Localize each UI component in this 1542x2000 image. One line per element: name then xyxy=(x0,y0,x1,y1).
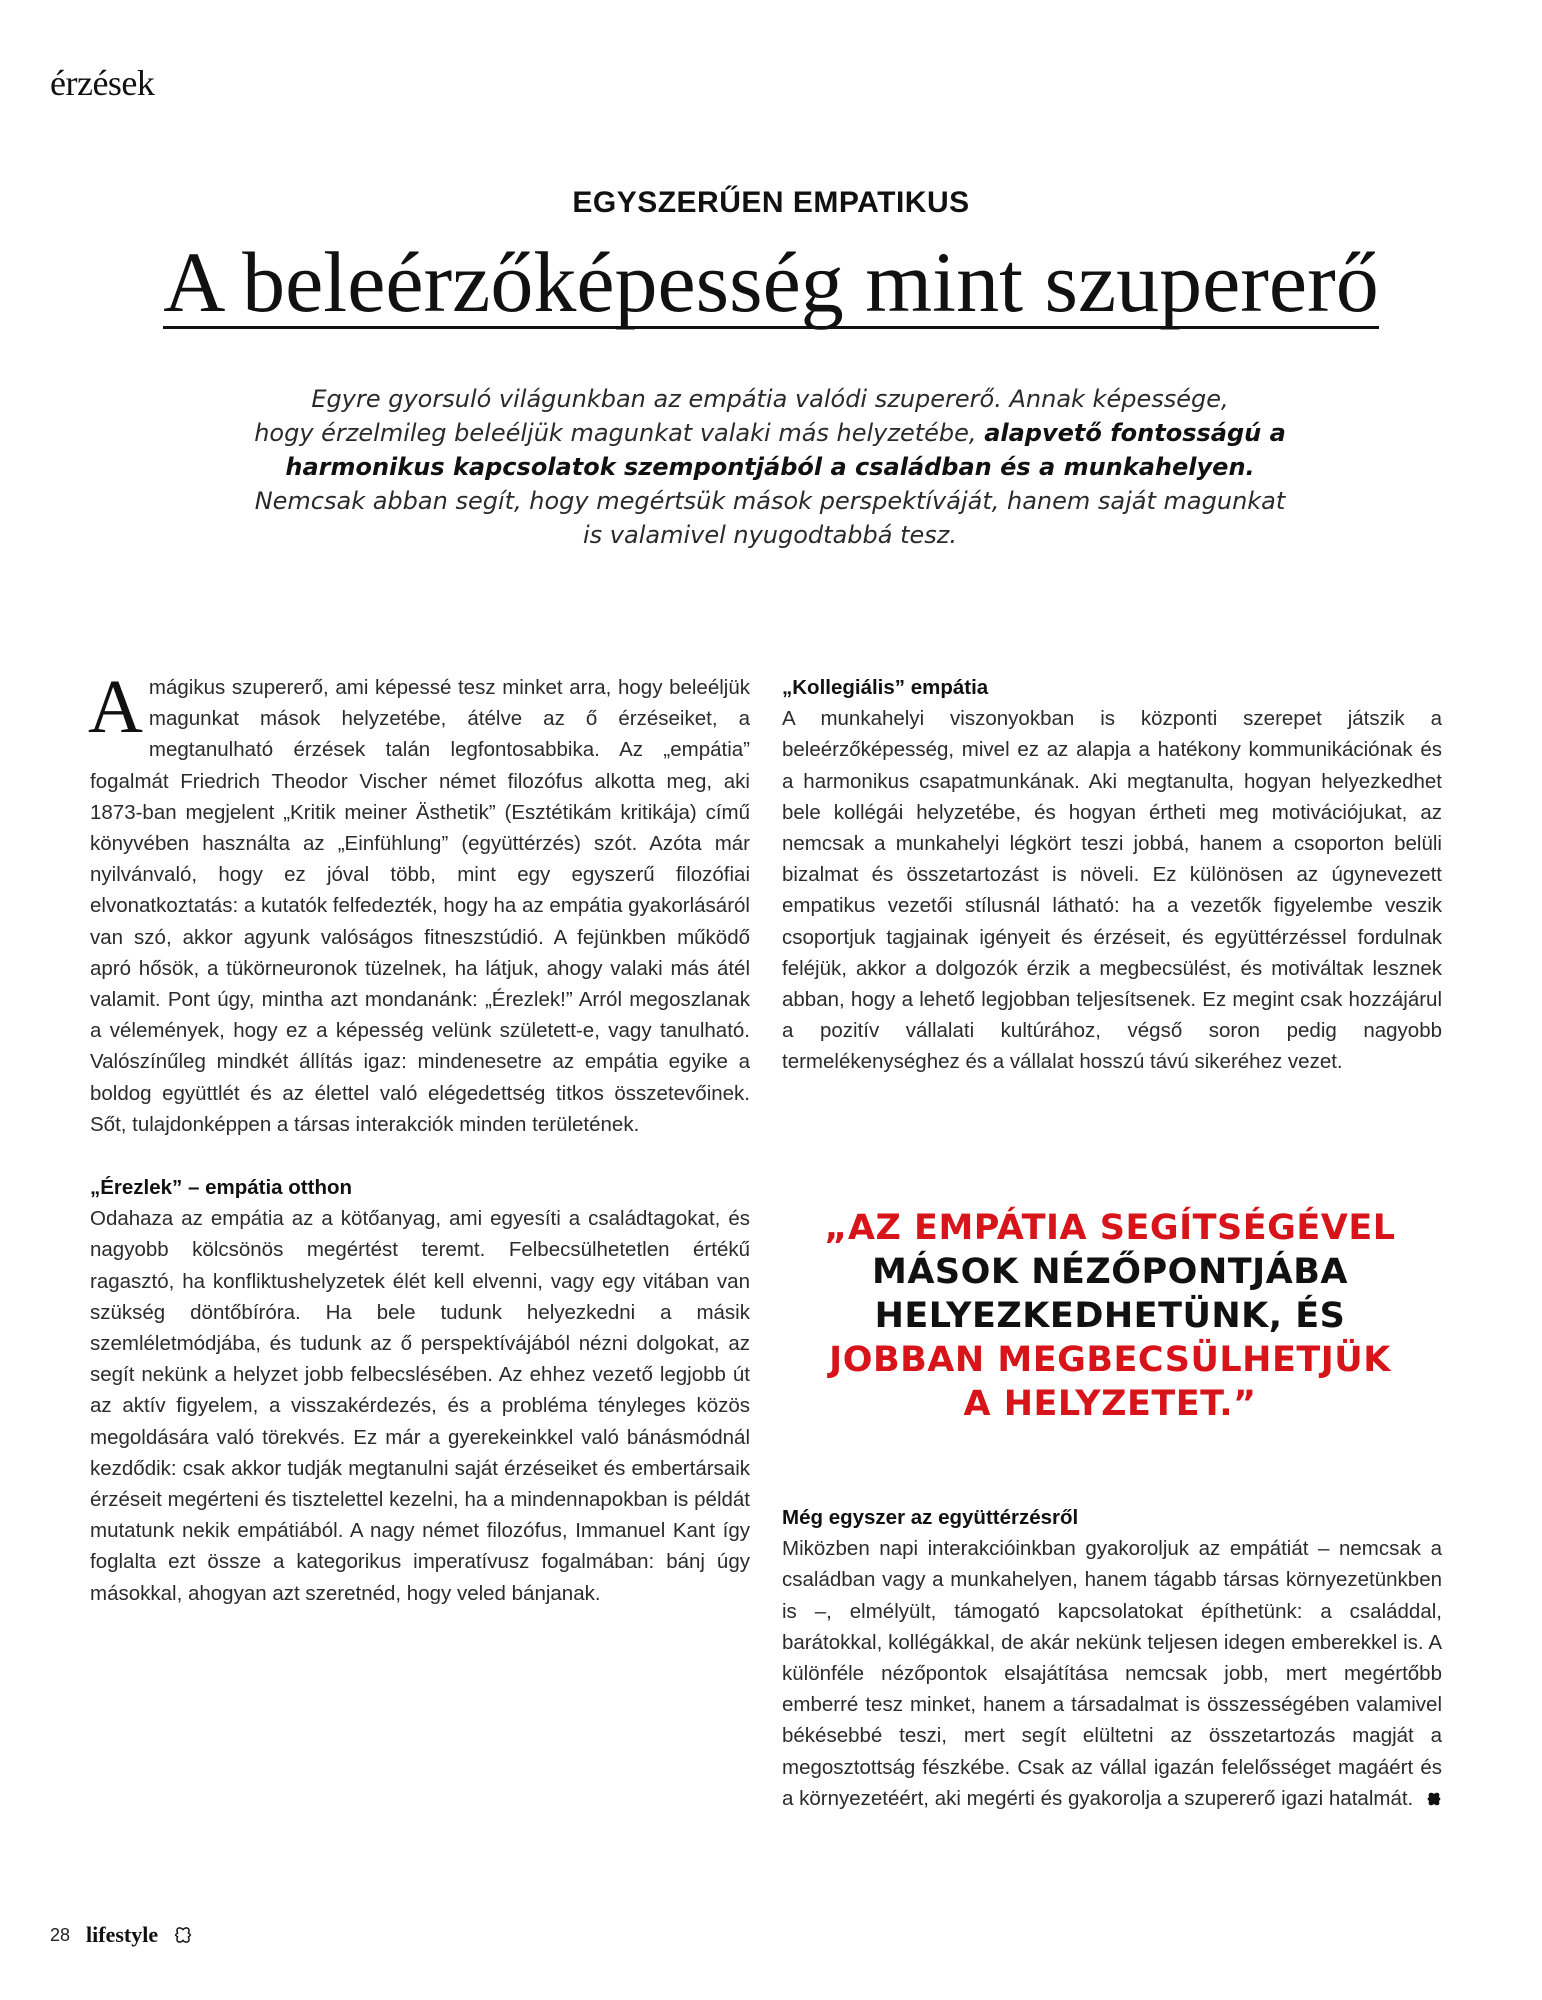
section-body-empathy xyxy=(782,1533,1442,1814)
pull-quote-line: „AZ EMPÁTIA SEGÍTSÉGÉVEL xyxy=(824,1208,1396,1248)
lead-line: Egyre gyorsuló világunkban az empátia valódi szupererő. Annak képessége, xyxy=(311,385,1229,413)
right-column-top xyxy=(782,672,1442,1078)
section-heading-empathy: Még egyszer az együttérzésről xyxy=(782,1506,1079,1529)
pull-quote-line: A HELYZETET.” xyxy=(963,1384,1257,1424)
lead-line: Nemcsak abban segít, hogy megértsük mások perspektíváját, hanem saját magunkat xyxy=(254,487,1286,515)
headline-text: A beleérzőképesség mint szupererő xyxy=(163,234,1379,330)
article-lead xyxy=(190,382,1350,552)
article-kicker: EGYSZERŰEN EMPATIKUS xyxy=(572,186,970,219)
lead-line: is valamivel nyugodtabbá tesz. xyxy=(582,521,957,549)
section-body-home: Odahaza az empátia az a kötőanyag, ami egyesíti a családtagokat, és nagyobb kölcsönös megértést teremt. Felbecsülhetetlen értékű ragasztó, ha konfliktushelyzetek élét kell elvenni, vagy egy vitában van szükség döntőbíróra. Ha bele tudunk helyezkedni a másik szemléletmódjába, és tudunk az ő perspektívájából nézni dolgokat, az segít nekünk a helyzet jobb felbecslésében. Az ehhez vezető legjobb út az aktív figyelem, a visszakérdezés, és a probléma tényleges közös megoldására való törekvés. Ez már a gyerekeinkkel való bánásmódnál kezdődik: csak akkor tudják megtanulni saját érzéseiket és embertársaik érzéseit megérteni és tisztelettel kezelni, ha a mindennapokban is példát mutatunk nekik empátiából. A nagy német filozófus, Immanuel Kant így foglalta ezt össze a kategorikus imperatívusz fogalmában: bánj úgy másokkal, ahogyan azt szeretnéd, hogy veled bánjanak. xyxy=(90,1207,750,1605)
intro-text: mágikus szupererő, ami képessé tesz minket arra, hogy beleéljük magunkat mások helyzetébe, átélve az ő érzéseiket, a megtanulható érzések talán legfontosabbika. Az „empátia” fogalmát Friedrich Theodor Vischer német filozófus alkotta meg, aki 1873-ban megjelent „Kritik meiner Ästhetik” (Esztétikám kritikája) című könyvében használta az „Einfühlung” (együttérzés) szót. Azóta már nyilvánvaló, hogy ez jóval több, mint egy egyszerű filozófiai elvonatkoztatás: a kutatók felfedezték, hogy ha az empátia gyakorlásáról van szó, akkor agyunk valóságos fitneszstúdió. A fejünkben működő apró hősök, a tükörneuronok tüzelnek, ha látjuk, ahogy valaki más átél valamit. Pont úgy, mintha azt mondanánk: „Érezlek!” Arról megoszlanak a vélemények, hogy ez a képesség velünk született-e, vagy tanulható. Valószínűleg mindkét állítás igaz: mindenesetre az empátia egyike a boldog együttlét és az élettel való elégedettség titkos összetevőinek. Sőt, tulajdonképpen a társas interakciók minden területének. xyxy=(90,676,750,1136)
end-mark-icon xyxy=(1427,1792,1441,1806)
intro-paragraph xyxy=(88,665,750,1140)
pull-quote-line: MÁSOK NÉZŐPONTJÁBA xyxy=(872,1252,1348,1292)
drop-cap: A xyxy=(88,665,143,749)
section-body-text: Miközben napi interakcióinkban gyakoroljuk az empátiát – nemcsak a családban vagy a munkahelyen, hanem tágabb társas környezetünkben is –, elmélyült, támogató kapcsolatokat építhetünk: a családdal, barátokkal, kollégákkal, de akár nekünk teljesen idegen emberekkel is. A különféle nézőpontok elsajátítása nemcsak jobb, mert megértőbb emberré tesz minket, hanem a társadalmat is összességében valamivel békésebbé teszi, mert segít elültetni az összetartozás magját a megosztottság fészkébe. Csak az vállal igazán felelősséget magáért és a környezetéért, aki megérti és gyakorolja a szupererő igazi hatalmát. xyxy=(782,1537,1442,1810)
lead-bold-text: alapvető fontosságú a xyxy=(984,419,1286,447)
magazine-brand: lifestyle xyxy=(86,1922,159,1947)
pull-quote-line: JOBBAN MEGBECSÜLHETJÜK xyxy=(829,1340,1391,1380)
article-headline xyxy=(0,232,1542,332)
left-column xyxy=(88,665,750,1609)
pull-quote-line: HELYEZKEDHETÜNK, ÉS xyxy=(874,1296,1346,1336)
right-column-bottom xyxy=(782,1502,1442,1814)
four-petal-outline-icon xyxy=(174,1926,192,1944)
lead-text: hogy érzelmileg beleéljük magunkat valaki más helyzetébe, xyxy=(254,419,985,447)
section-heading-work: „Kollegiális” empátia xyxy=(782,676,989,699)
lead-line xyxy=(190,450,1350,484)
pull-quote xyxy=(780,1206,1440,1426)
section-body-work: A munkahelyi viszonyokban is központi szerepet játszik a beleérzőképesség, mivel ez az alapja a hatékony kommunikációnak és a harmonikus csapatmunkának. Aki megtanulta, hogyan helyezkedhet bele kollégái helyzetébe, és hogyan értheti meg motivációjukat, az nemcsak a munkahelyi légkört teszi jobbá, hanem a csoporton belüli bizalmat és összetartozást is növeli. Ez különösen az úgynevezett empatikus vezetői stílusnál látható: ha a vezetők figyelembe veszik csoportjuk tagjainak igényeit és érzéseit, és együttérzéssel fordulnak feléjük, akkor a dolgozók érzik a megbecsülést, és motiváltak lesznek abban, hogy a lehető legjobban teljesítsenek. Ez megint csak hozzájárul a pozitív vállalati kultúrához, végső soron pedig nagyobb termelékenységhez és a vállalat hosszú távú sikeréhez vezet. xyxy=(782,707,1442,1074)
page-number: 28 xyxy=(50,1924,71,1945)
lead-bold-text: harmonikus kapcsolatok szempontjából a családban és a munkahelyen. xyxy=(285,453,1255,481)
section-label: érzések xyxy=(50,63,155,103)
page-footer xyxy=(50,1922,192,1948)
lead-line xyxy=(190,416,1350,450)
section-heading-home: „Érezlek” – empátia otthon xyxy=(90,1176,353,1200)
